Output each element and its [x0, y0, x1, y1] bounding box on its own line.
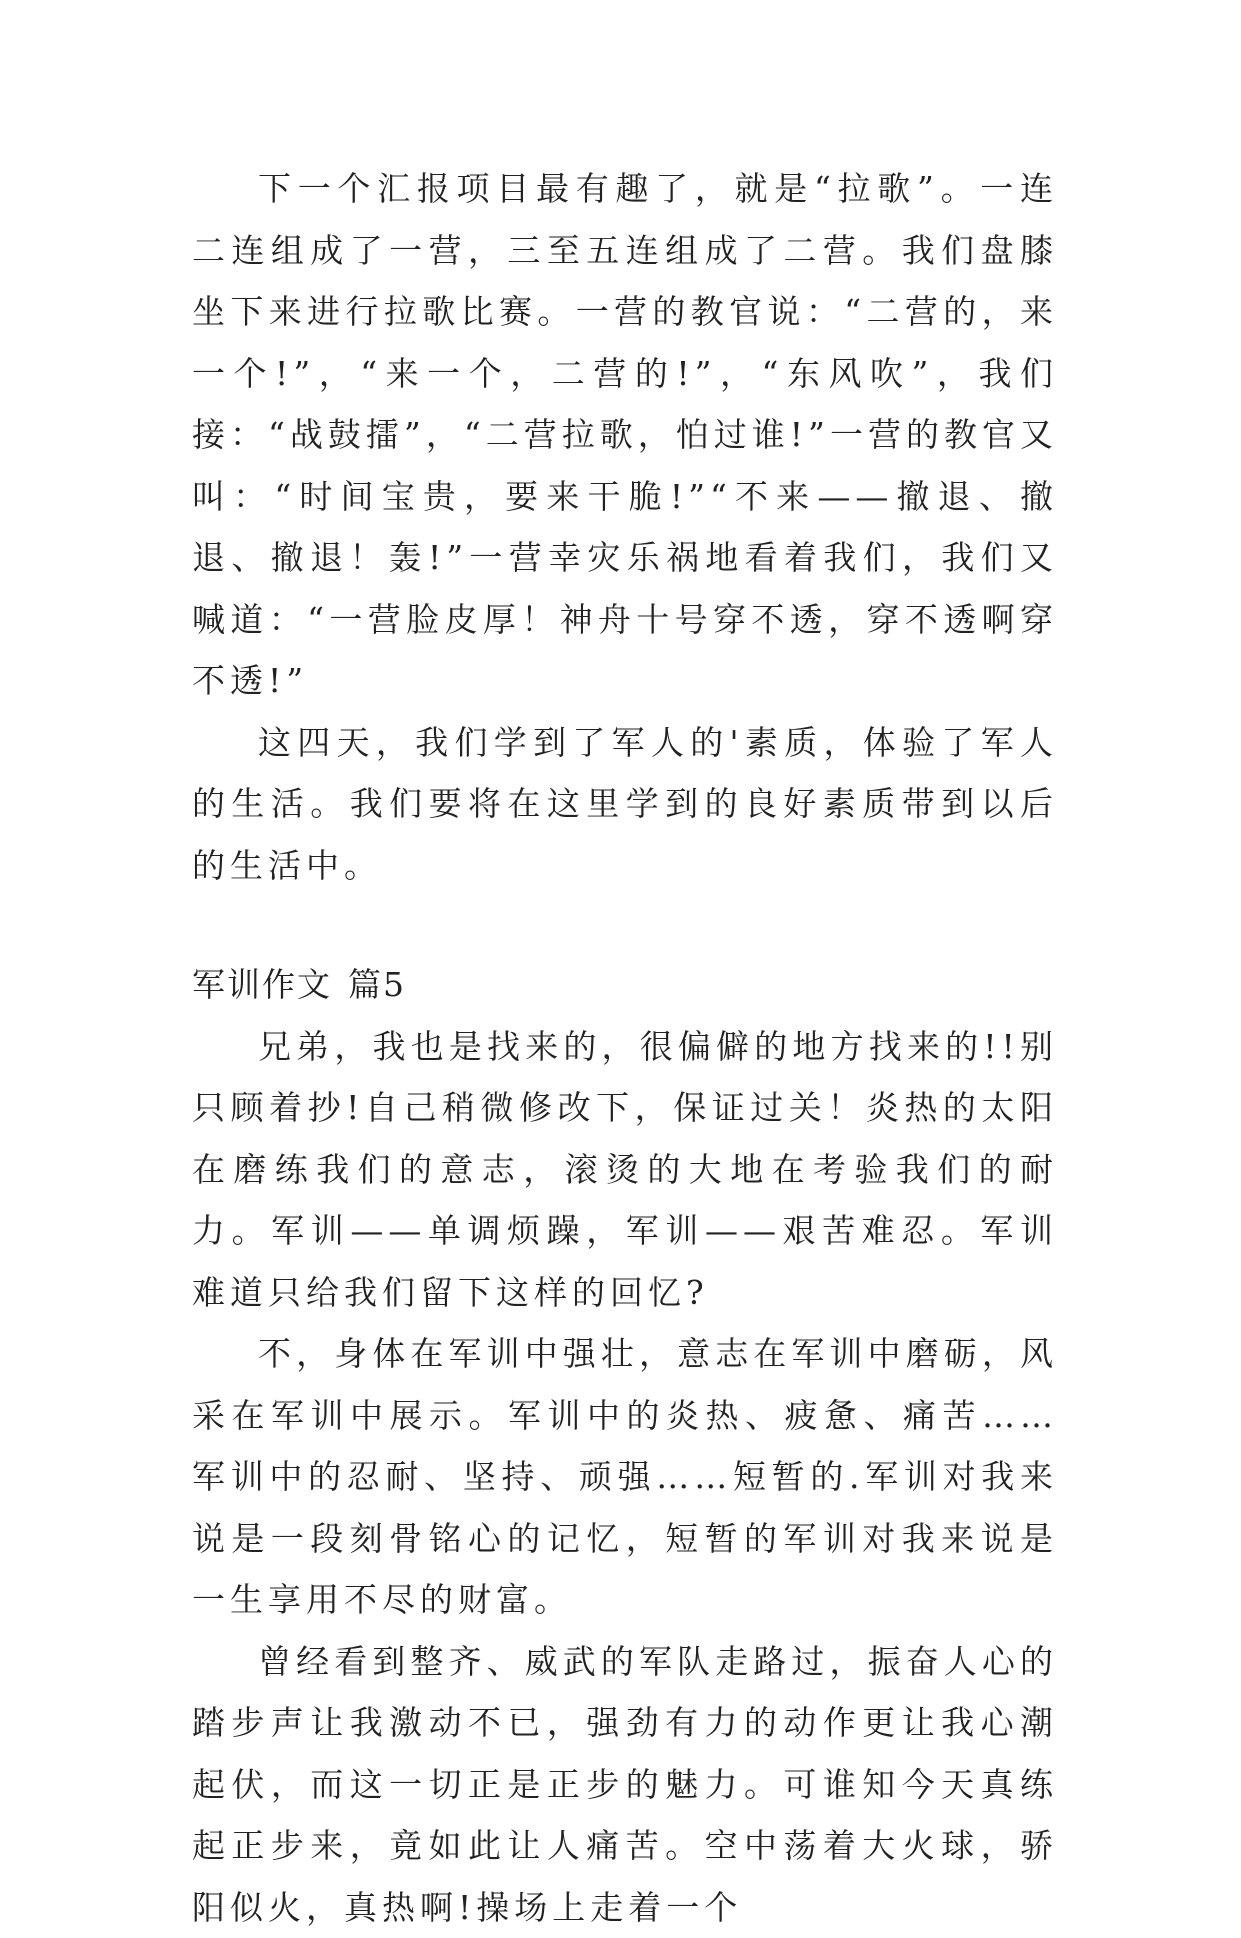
section-heading	[192, 954, 1058, 1016]
paragraph: 兄弟，我也是找来的，很偏僻的地方找来的!!别只顾着抄!自己稍微修改下，保证过关！炎热的太阳在磨练我们的意志，滚烫的大地在考验我们的耐力。军训——单调烦躁，军训——艰苦难忍。军训难道只给我们留下这样的回忆?	[192, 1016, 1058, 1324]
section-heading-title: 军训作文	[192, 965, 332, 1004]
paragraph: 这四天，我们学到了军人的'素质，体验了军人的生活。我们要将在这里学到的良好素质带到以后的生活中。	[192, 712, 1058, 897]
paragraph: 下一个汇报项目最有趣了，就是“拉歌”。一连二连组成了一营，三至五连组成了二营。我们盘膝坐下来进行拉歌比赛。一营的教官说：“二营的，来一个!”，“来一个，二营的!”，“东风吹”，我们接：“战鼓擂”，“二营拉歌，怕过谁!”一营的教官又叫：“时间宝贵，要来干脆!”“不来——撤退、撤退、撤退！轰!”一营幸灾乐祸地看着我们，我们又喊道：“一营脸皮厚！神舟十号穿不透，穿不透啊穿不透!”	[192, 158, 1058, 712]
document-body	[192, 158, 1058, 1938]
section-heading-label: 篇5	[348, 965, 406, 1004]
paragraph: 不，身体在军训中强壮，意志在军训中磨砺，风采在军训中展示。军训中的炎热、疲惫、痛苦……军训中的忍耐、坚持、顽强……短暂的.军训对我来说是一段刻骨铭心的记忆，短暂的军训对我来说是一生享用不尽的财富。	[192, 1323, 1058, 1631]
paragraph: 曾经看到整齐、威武的军队走路过，振奋人心的踏步声让我激动不已，强劲有力的动作更让我心潮起伏，而这一切正是正步的魅力。可谁知今天真练起正步来，竟如此让人痛苦。空中荡着大火球，骄阳似火，真热啊!操场上走着一个	[192, 1631, 1058, 1938]
